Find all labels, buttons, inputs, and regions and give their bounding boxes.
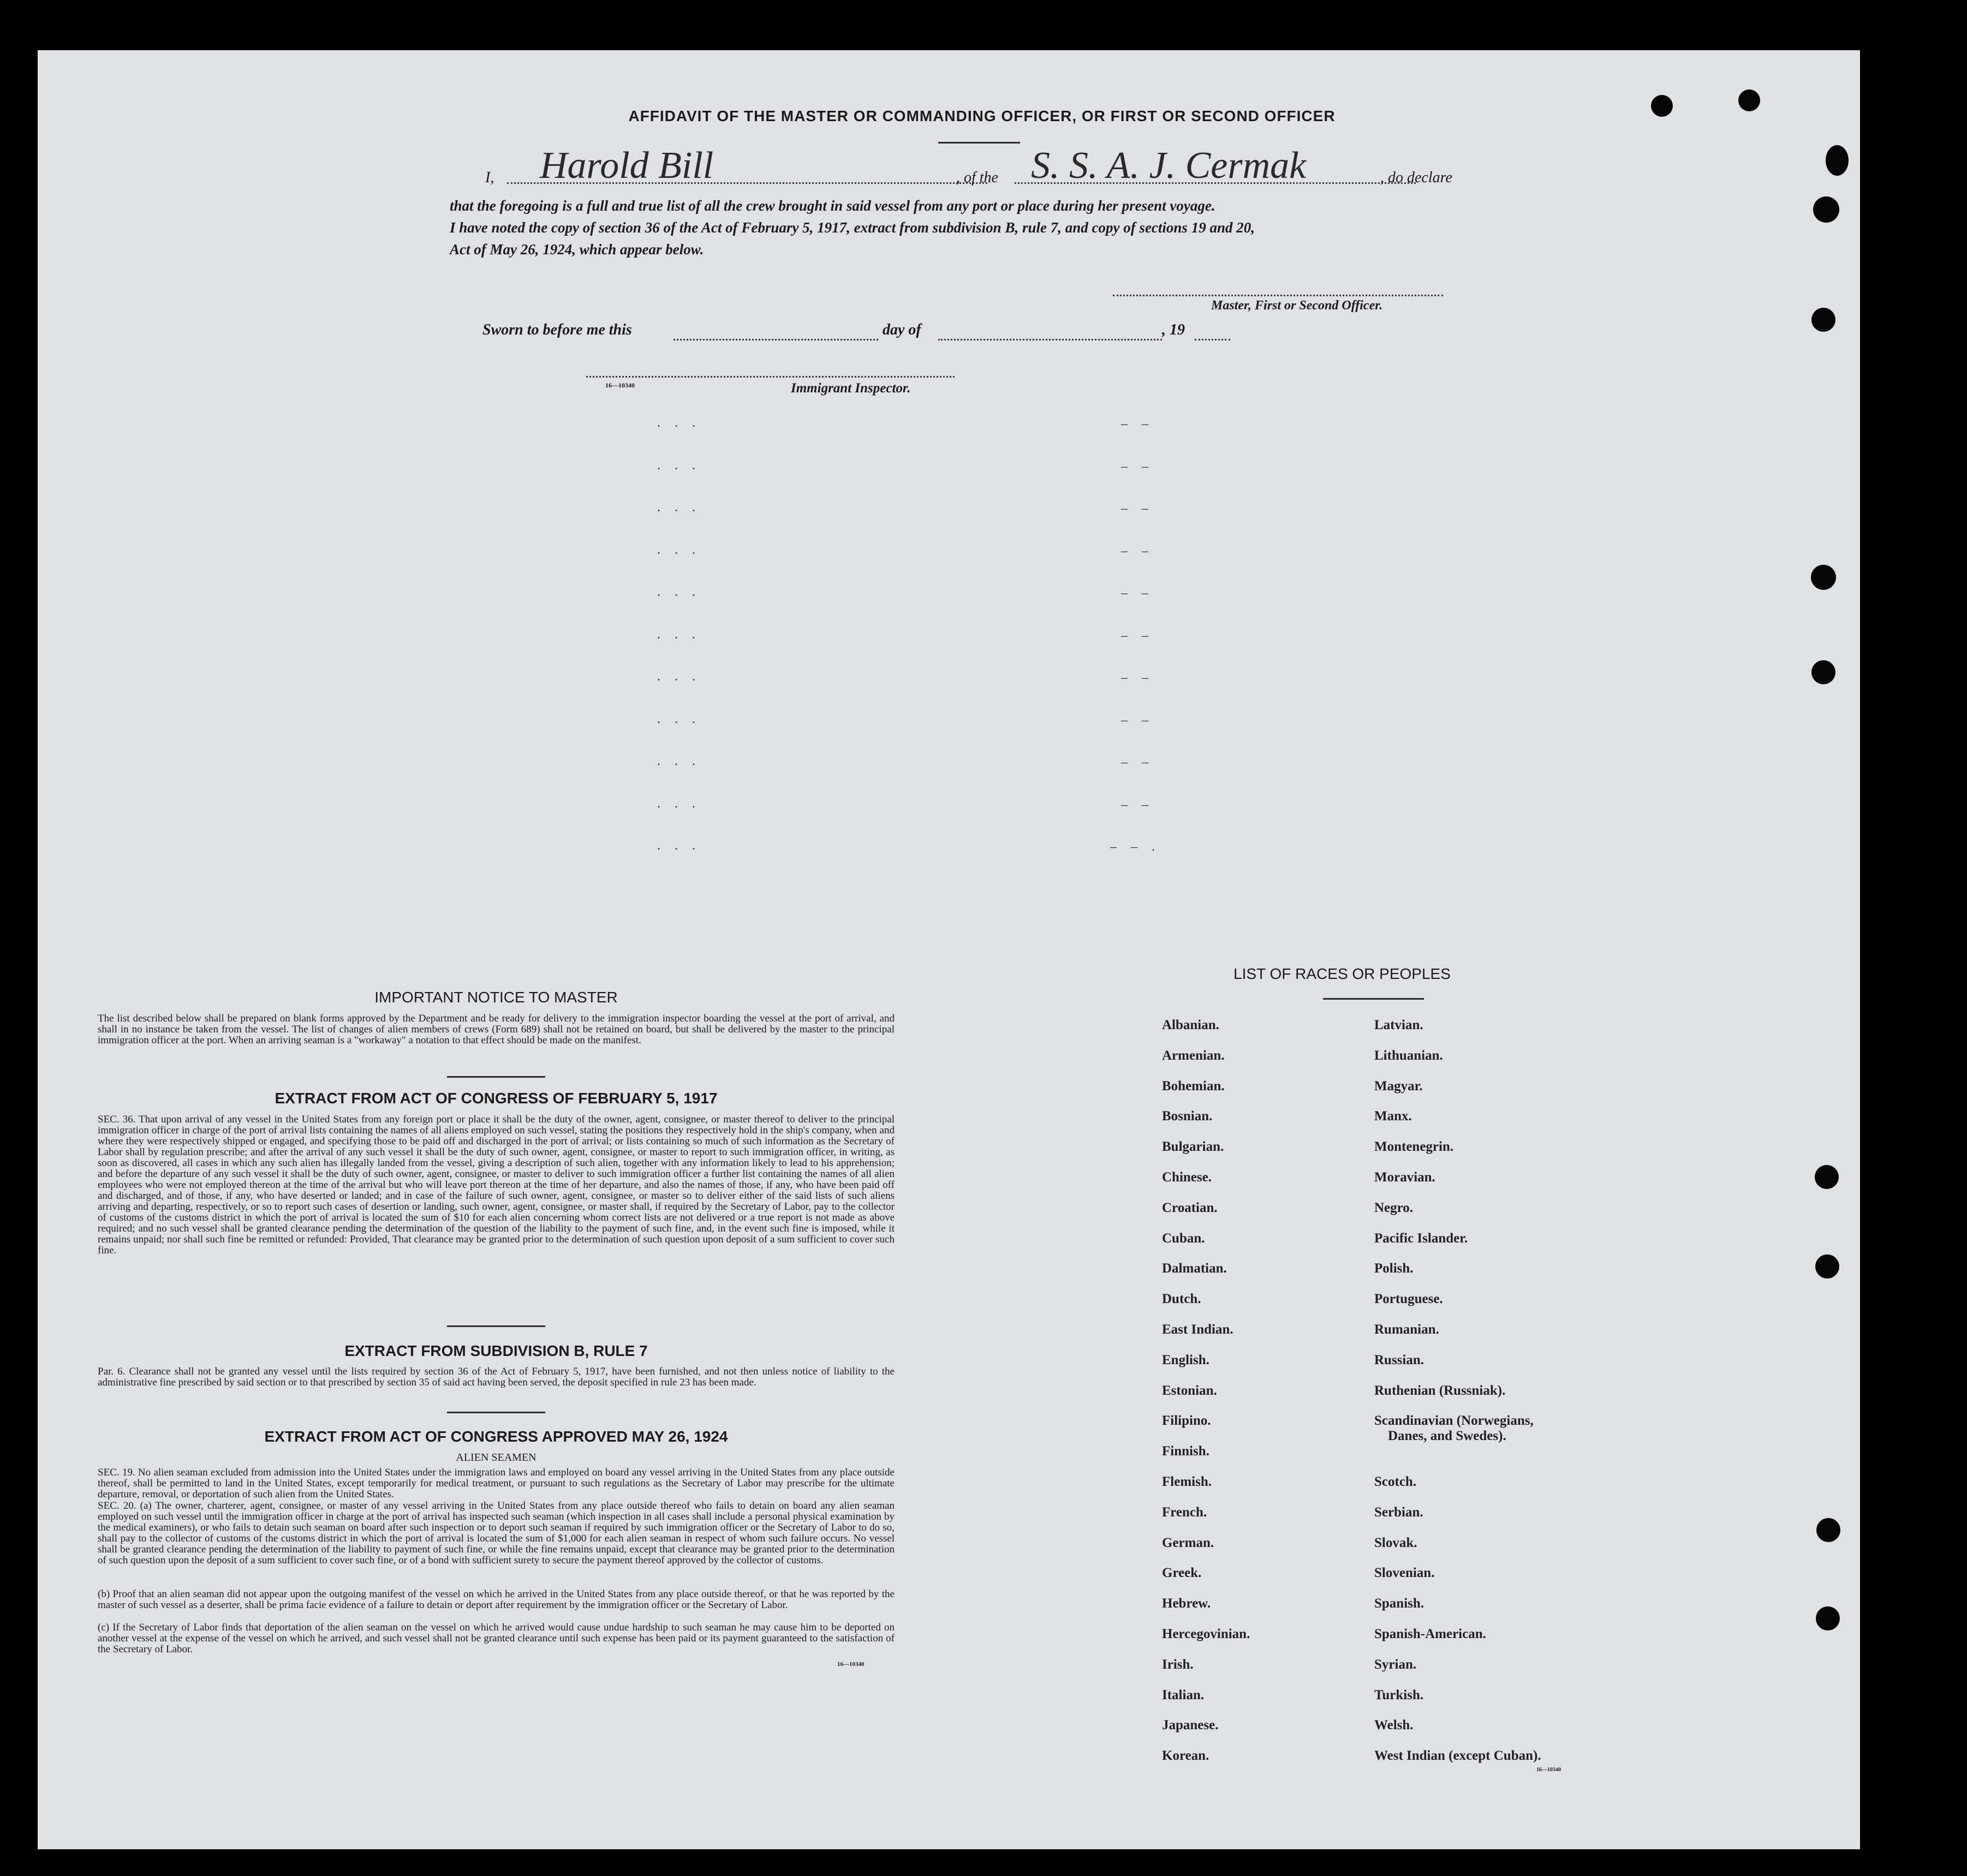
race-item: Lithuanian.	[1374, 1048, 1443, 1063]
race-item: Scotch.	[1374, 1474, 1417, 1489]
notice-title: IMPORTANT NOTICE TO MASTER	[374, 989, 618, 1006]
race-item: Slovak.	[1374, 1535, 1417, 1550]
notice-rule	[447, 1076, 545, 1078]
day-of-label: day of	[883, 321, 921, 338]
sworn-month-line	[938, 326, 1162, 340]
master-signature-line	[1113, 295, 1443, 296]
sworn-year-line	[1195, 326, 1230, 340]
binder-hole	[1826, 145, 1849, 176]
races-form-number: 16—10340	[1536, 1767, 1561, 1773]
binder-hole	[1651, 95, 1673, 117]
extract-1924-sec20b: (b) Proof that an alien seaman did not appear upon the outgoing manifest of the vessel on which he arrived in the United States from any place outside thereof, or that he was reported by the master of such vessel as a deserter, shall be prima facie evidence of a failure to detain or deport after requirement by the immigration officer or the Secretary of Labor.	[98, 1588, 895, 1611]
affidavit-form-number: 16—10340	[605, 381, 635, 389]
race-item: Serbian.	[1374, 1504, 1423, 1520]
binder-hole	[1811, 660, 1835, 684]
race-item: Pacific Islander.	[1374, 1230, 1468, 1246]
race-item: Bohemian.	[1162, 1078, 1225, 1094]
notice-body: The list described below shall be prepared on blank forms approved by the Department and be ready for delivery to the immigration inspector boarding the vessel at the port of arrival, and shall in no instance be taken from the vessel. The list of changes of alien members of crews (Form 689) shall not be retained on board, but shall be delivered by the master to the principal immigration officer at the port. When an arriving seaman is a "workaway" a notation to that effect should be made on the manifest.	[98, 1013, 895, 1046]
race-item: Bosnian.	[1162, 1109, 1213, 1124]
sworn-day-line	[673, 326, 878, 340]
year-label: , 19	[1162, 321, 1185, 338]
race-item: Dutch.	[1162, 1292, 1201, 1307]
race-item: Irish.	[1162, 1657, 1194, 1672]
race-item: Moravian.	[1374, 1170, 1435, 1185]
race-item: Chinese.	[1162, 1170, 1212, 1185]
binder-hole	[1815, 1254, 1839, 1278]
inspector-caption: Immigrant Inspector.	[791, 381, 911, 396]
race-item: Scandinavian (Norwegians, Danes, and Swedes).	[1374, 1413, 1534, 1444]
race-item: Hercegovinian.	[1162, 1627, 1250, 1641]
race-item: Hebrew.	[1162, 1596, 1211, 1611]
race-item: German.	[1162, 1535, 1214, 1550]
declaration-line-3: Act of May 26, 1924, which appear below.	[450, 241, 704, 258]
race-item: English.	[1162, 1352, 1209, 1367]
extract-rule7-body: Par. 6. Clearance shall not be granted any vessel until the lists required by section 36 of the Act of February 5, 1917, have been furnished, and not then unless notice of liability to the administrative fine prescribed by said section or to that prescribed by section 35 of said act having been served, the deposit specified in rule 23 has been made.	[98, 1366, 895, 1388]
race-item: Welsh.	[1374, 1718, 1414, 1733]
race-item: Italian.	[1162, 1687, 1205, 1702]
extract-1924-title: EXTRACT FROM ACT OF CONGRESS APPROVED MAY 26, 1924	[264, 1428, 728, 1445]
race-item: Ruthenian (Russniak).	[1374, 1383, 1506, 1398]
race-item: Syrian.	[1374, 1657, 1417, 1672]
race-item: French.	[1162, 1504, 1207, 1520]
race-item: Greek.	[1162, 1566, 1202, 1581]
binder-hole	[1738, 89, 1760, 111]
race-item: Portuguese.	[1374, 1292, 1443, 1307]
extract-1917-title: EXTRACT FROM ACT OF CONGRESS OF FEBRUARY 5, 1917	[275, 1090, 718, 1107]
race-item: Estonian.	[1162, 1383, 1217, 1398]
title-rule	[938, 142, 1020, 144]
inspector-signature-line	[586, 376, 955, 378]
race-item: Russian.	[1374, 1352, 1424, 1367]
extract-rule7-title: EXTRACT FROM SUBDIVISION B, RULE 7	[344, 1342, 648, 1359]
master-caption: Master, First or Second Officer.	[1211, 298, 1383, 313]
race-item: West Indian (except Cuban).	[1374, 1748, 1541, 1764]
race-item: Korean.	[1162, 1748, 1209, 1764]
binder-hole	[1811, 308, 1835, 332]
races-title: LIST OF RACES OR PEOPLES	[1233, 965, 1451, 982]
master-signature: Harold Bill	[540, 145, 714, 187]
race-item: Armenian.	[1162, 1048, 1225, 1063]
i-label: I,	[485, 169, 494, 186]
affidavit-title: AFFIDAVIT OF THE MASTER OR COMMANDING OFFICER, OR FIRST OR SECOND OFFICER	[628, 107, 1336, 124]
binder-hole	[1813, 196, 1839, 223]
race-item: Montenegrin.	[1374, 1139, 1454, 1155]
race-item: Spanish-American.	[1374, 1627, 1486, 1641]
race-item: Filipino.	[1162, 1413, 1211, 1429]
binder-hole	[1816, 1606, 1840, 1630]
race-item: Latvian.	[1374, 1018, 1423, 1032]
extract-1924-subtitle: ALIEN SEAMEN	[456, 1451, 537, 1463]
extract-1924-sec20c: (c) If the Secretary of Labor finds that deportation of the alien seaman on the vessel on which he arrived would cause undue hardship to such seaman he may cause him to be deported on another vessel at the expense of the vessel on which he arrived, and such vessel shall not be granted clearance until such expense has been paid or its payment guaranteed to the satisfaction of the Secretary of Labor.	[98, 1622, 895, 1655]
race-item: East Indian.	[1162, 1322, 1233, 1337]
race-item: Albanian.	[1162, 1018, 1219, 1032]
binder-hole	[1815, 1165, 1839, 1189]
race-item: Spanish.	[1374, 1596, 1424, 1611]
do-declare-label: , do declare	[1380, 169, 1452, 186]
race-item: Croatian.	[1162, 1200, 1218, 1215]
extract-1917-rule	[447, 1325, 545, 1327]
signature-line	[507, 145, 987, 187]
races-rule	[1323, 998, 1424, 1000]
race-item: Bulgarian.	[1162, 1139, 1224, 1155]
race-item: Finnish.	[1162, 1444, 1209, 1459]
extract-1924-sec20a: SEC. 20. (a) The owner, charterer, agent, consignee, or master of any vessel arriving in the United States from any place outside thereof who fails to detain on board any alien seaman employed on such vessel until the immigration officer in charge at the port of arrival has inspected such seaman (which inspection in all cases shall include a personal physical examination by the medical examiners), or who fails to detain such seaman on board after such inspection or to deport such seaman if required by such immigration officer or the Secretary of Labor to do so, shall pay to the collector of customs of the customs district in which the port of arrival is located the sum of $1,000 for each alien seaman in respect of whom such failure occurs. No vessel shall be granted clearance pending the determination of the liability to payment of such fine, or while the fine remains unpaid, except that clearance may be granted prior to the determination of such question upon the deposit of a sum sufficient to cover such fine, or of a bond with sufficient surety to secure the payment thereof approved by the collector of customs.	[98, 1500, 895, 1566]
binder-hole	[1811, 565, 1836, 590]
binder-hole	[1816, 1518, 1840, 1542]
document-page: AFFIDAVIT OF THE MASTER OR COMMANDING OFFICER, OR FIRST OR SECOND OFFICER I, Harold Bill , of the S. S. A. J. Cermak , do declare that the foregoing is a full and true list of all the crew brought in said vessel from any port or place during her present voyage. I have noted the copy of section 36 of the Act of February 5, 1917, extract from subdivision B, rule 7, and copy of sections 19 and 20, Act of May 26, 1924, which appear below. Master, First or Second Officer. Sworn to before me this day of , 19 16—10340 Immigrant Inspector. . . . – – . . . – – . . . – – . . . – – . . . – – . . . – – . . . – – . . . – – . . . – – . . . – – . . . – – . IMPORTANT NOTICE TO MASTER The list described below shall be prepared on blank forms approved by the Department and be ready for delivery to the immigration inspector boarding the vessel at the port of arrival, and shall in no instance be taken from the vessel. The list of changes of alien members of crews (Form 689) shall not be retained on board, but shall be delivered by the master to the principal immigration officer at the port. When an arriving seaman is a "workaway" a notation to that effect should be made on the manifest. EXTRACT FROM ACT OF CONGRESS OF FEBRUARY 5, 1917 SEC. 36. That upon arrival of any vessel in the United States from any foreign port or place it shall be the duty of the owner, agent, consignee, or master thereof to deliver to the principal immigration officer in charge of the port of arrival lists containing the names of all aliens employed on such vessel, stating the positions they respectively hold in the ship's company, when and where they were respectively shipped or engaged, and specifying those to be paid off and discharged in the port of arrival; or lists containing so much of such information as the Secretary of Labor shall by regulation prescribe; and after the arrival of any such vessel it shall be the duty of such owner, agent, consignee, or master to report to such immigration officer, in writing, as soon as discovered, all cases in which any such alien has illegally landed from the vessel, giving a description of such alien, together with any information likely to lead to his apprehension; and before the departure of any such vessel it shall be the duty of such owner, agent, consignee, or master to deliver to such immigration officer a further list containing the names of all alien employees who were not employed thereon at the time of the arrival but who will leave port thereon at the time of her departure, and also the names of those, if any, who have been paid off and discharged, and of those, if any, who have deserted or landed; and in case of the failure of such owner, agent, consignee, or master so to deliver either of the said lists of such aliens arriving and departing, respectively, or so to report such cases of desertion or landing, such owner, agent, consignee, or master shall, if required by the Secretary of Labor, pay to the collector of customs of the customs district in which the port of arrival is located the sum of $10 for each alien concerning whom correct lists are not delivered or a true report is not made as above required; and no such vessel shall be granted clearance pending the determination of the question of the liability to the payment of such fine, and, in the event such fine is imposed, while it remains unpaid; nor shall such fine be remitted or refunded: Provided, That clearance may be granted prior to the determination of such question upon deposit of a sum sufficient to cover such fine. EXTRACT FROM SUBDIVISION B, RULE 7 Par. 6. Clearance shall not be granted any vessel until the lists required by section 36 of the Act of February 5, 1917, have been furnished, and not then unless notice of liability to the administrative fine prescribed by said section or to that prescribed by section 35 of said act having been served, the deposit specified in rule 23 has been made. EXTRACT FROM ACT OF CONGRESS APPROVED MAY 26, 1924 ALIEN SEAMEN SEC. 19. No alien seaman excluded from admission into the United States under the immigration laws and employed on board any vessel arriving in the United States from any place outside thereof, shall be permitted to land in the United States, except temporarily for medical treatment, or pursuant to such regulations as the Secretary of Labor may prescribe for the ultimate departure, removal, or deportation of such alien from the United States. SEC. 20. (a) The owner, charterer, agent, consignee, or master of any vessel arriving in the United States from any place outside thereof who fails to detain on board any alien seaman employed on such vessel until the immigration officer in charge at the port of arrival has inspected such seaman (which inspection in all cases shall include a personal physical examination by the medical examiners), or who fails to detain such seaman on board after such inspection or to deport such seaman if required by such immigration officer or the Secretary of Labor to do so, shall pay to the collector of customs of the customs district in which the port of arrival is located the sum of $1,000 for each alien seaman in respect of whom such failure occurs. No vessel shall be granted clearance pending the determination of the liability to payment of such fine, or while the fine remains unpaid, except that clearance may be granted prior to the determination of such question upon the deposit of a sum sufficient to cover such fine, or of a bond with sufficient surety to secure the payment thereof approved by the collector of customs. (b) Proof that an alien seaman did not appear upon the outgoing manifest of the vessel on which he arrived in the United States from any place outside thereof, or that he was reported by the master of such vessel as a deserter, shall be prima facie evidence of a failure to detain or deport after requirement by the immigration officer or the Secretary of Labor. (c) If the Secretary of Labor finds that deportation of the alien seaman on the vessel on which he arrived would cause undue hardship to such seaman he may cause him to be deported on another vessel at the expense of the vessel on which he arrived, and such vessel shall not be granted clearance until such expense has been paid or its payment guaranteed to the satisfaction of the Secretary of Labor. 16—10340 LIST OF RACES OR PEOPLES Albanian. Armenian. Bohemian. Bosnian. Bulgarian. Chinese. Croatian. Cuban. Dalmatian. Dutch. East Indian. English. Estonian. Filipino. Finnish. Flemish. French. German. Greek. Hebrew. Hercegovinian. Irish. Italian. Japanese. Korean. Latvian. Lithuanian. Magyar. Manx. Montenegrin. Moravian. Negro. Pacific Islander. Polish. Portuguese. Rumanian. Russian. Ruthenian (Russniak). Scandinavian (Norwegians, Danes, and Swedes). Scotch. Serbian. Slovak. Slovenian. Spanish. Spanish-American. Syrian. Turkish. Welsh. West Indian (except Cuban). 16—10340	[38, 50, 1860, 1849]
race-item: Polish.	[1374, 1261, 1414, 1276]
race-item: Negro.	[1374, 1200, 1414, 1215]
sworn-label: Sworn to before me this	[482, 321, 632, 338]
race-item: Cuban.	[1162, 1230, 1205, 1246]
race-item: Manx.	[1374, 1109, 1412, 1124]
of-the-label: , of the	[956, 169, 998, 186]
vessel-name: S. S. A. J. Cermak	[1031, 145, 1307, 187]
declaration-line-2: I have noted the copy of section 36 of the Act of February 5, 1917, extract from subdivision B, rule 7, and copy of sections 19 and 20,	[450, 219, 1255, 236]
race-item: Japanese.	[1162, 1718, 1219, 1733]
extract-1917-body: SEC. 36. That upon arrival of any vessel in the United States from any foreign port or place it shall be the duty of the owner, agent, consignee, or master thereof to deliver to the principal immigration officer in charge of the port of arrival lists containing the names of all aliens employed on such vessel, stating the positions they respectively hold in the ship's company, when and where they were respectively shipped or engaged, and specifying those to be paid off and discharged in the port of arrival; or lists containing so much of such information as the Secretary of Labor shall by regulation prescribe; and after the arrival of any such vessel it shall be the duty of such owner, agent, consignee, or master to report to such immigration officer, in writing, as soon as discovered, all cases in which any such alien has illegally landed from the vessel, giving a description of such alien, together with any information likely to lead to his apprehension; and before the departure of any such vessel it shall be the duty of such owner, agent, consignee, or master to deliver to such immigration officer a further list containing the names of all alien employees who were not employed thereon at the time of the arrival but who will leave port thereon at the time of her departure, and also the names of those, if any, who have been paid off and discharged, and of those, if any, who have deserted or landed; and in case of the failure of such owner, agent, consignee, or master so to deliver either of the said lists of such aliens arriving and departing, respectively, or so to report such cases of desertion or landing, such owner, agent, consignee, or master shall, if required by the Secretary of Labor, pay to the collector of customs of the customs district in which the port of arrival is located the sum of $10 for each alien concerning whom correct lists are not delivered or a true report is not made as above required; and no such vessel shall be granted clearance pending the determination of the question of the liability to the payment of such fine, and, in the event such fine is imposed, while it remains unpaid; nor shall such fine be remitted or refunded: Provided, That clearance may be granted prior to the determination of such question upon deposit of a sum sufficient to cover such fine.	[98, 1114, 895, 1256]
extract-rule7-rule	[447, 1412, 545, 1413]
race-item: Flemish.	[1162, 1474, 1212, 1489]
race-item: Dalmatian.	[1162, 1261, 1227, 1276]
race-item: Rumanian.	[1374, 1322, 1439, 1337]
race-item: Turkish.	[1374, 1687, 1424, 1702]
extract-form-number: 16—10340	[837, 1661, 865, 1668]
race-item: Magyar.	[1374, 1078, 1423, 1094]
declaration-line-1: that the foregoing is a full and true list of all the crew brought in said vessel from any port or place during her present voyage.	[450, 198, 1215, 214]
race-item: Slovenian.	[1374, 1566, 1435, 1581]
extract-1924-sec19: SEC. 19. No alien seaman excluded from admission into the United States under the immigration laws and employed on board any vessel arriving in the United States from any place outside thereof, shall be permitted to land in the United States, except temporarily for medical treatment, or pursuant to such regulations as the Secretary of Labor may prescribe for the ultimate departure, removal, or deportation of such alien from the United States.	[98, 1467, 895, 1500]
